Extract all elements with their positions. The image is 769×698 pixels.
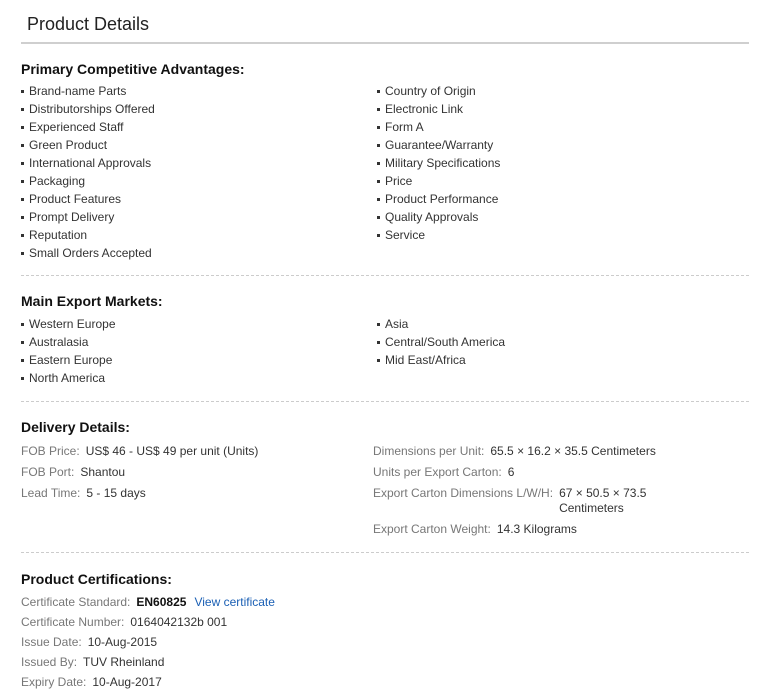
list-item: Brand-name Parts (21, 82, 155, 100)
cert-standard-label: Certificate Standard: (21, 595, 131, 609)
markets-list-left (21, 315, 116, 387)
issue-date-value: 10-Aug-2015 (87, 635, 158, 649)
list-item: Asia (377, 315, 505, 333)
advantages-heading: Primary Competitive Advantages: (21, 61, 245, 77)
list-item: North America (21, 369, 116, 387)
carton-weight-label: Export Carton Weight: (373, 522, 491, 536)
delivery-section (21, 418, 749, 436)
issued-by-value: TUV Rheinland (83, 655, 165, 669)
carton-dims-label: Export Carton Dimensions L/W/H: (373, 486, 554, 500)
page-title: Product Details (27, 14, 150, 34)
cert-number-value: 0164042132b 001 (130, 615, 228, 629)
advantages-list-left (21, 82, 155, 262)
advantages-list-right (377, 82, 500, 244)
list-item: Quality Approvals (377, 208, 500, 226)
list-item: Australasia (21, 333, 116, 351)
list-item: Service (377, 226, 500, 244)
fob-price-label: FOB Price: (21, 444, 80, 458)
lead-time-row (21, 486, 146, 501)
fob-price-value: US$ 46 - US$ 49 per unit (Units) (85, 444, 259, 458)
list-item: Prompt Delivery (21, 208, 155, 226)
cert-standard-row (21, 595, 275, 610)
dimensions-row (373, 444, 656, 459)
list-item: Central/South America (377, 333, 505, 351)
list-item: Western Europe (21, 315, 116, 333)
fob-port-label: FOB Port: (21, 465, 75, 479)
fob-price-row (21, 444, 258, 459)
list-item: Distributorships Offered (21, 100, 155, 118)
expiry-date-label: Expiry Date: (21, 675, 87, 689)
units-carton-row (373, 465, 514, 480)
cert-number-row (21, 615, 227, 630)
certifications-heading: Product Certifications: (21, 571, 172, 587)
list-item: Experienced Staff (21, 118, 155, 136)
list-item: Military Specifications (377, 154, 500, 172)
markets-section (21, 292, 749, 385)
dimensions-label: Dimensions per Unit: (373, 444, 485, 458)
issued-by-label: Issued By: (21, 655, 78, 669)
issue-date-label: Issue Date: (21, 635, 82, 649)
units-carton-label: Units per Export Carton: (373, 465, 502, 479)
list-item: Small Orders Accepted (21, 244, 155, 262)
list-item: Electronic Link (377, 100, 500, 118)
list-item: Reputation (21, 226, 155, 244)
list-item: Product Performance (377, 190, 500, 208)
carton-weight-row (373, 522, 577, 537)
cert-number-label: Certificate Number: (21, 615, 125, 629)
markets-list-right (377, 315, 505, 369)
expiry-date-value: 10-Aug-2017 (92, 675, 162, 689)
list-item: Guarantee/Warranty (377, 136, 500, 154)
section-divider (21, 552, 749, 553)
list-item: Packaging (21, 172, 155, 190)
fob-port-value: Shantou (80, 465, 126, 479)
markets-heading: Main Export Markets: (21, 293, 163, 309)
issued-by-row (21, 655, 164, 670)
list-item: Country of Origin (377, 82, 500, 100)
expiry-date-row (21, 675, 162, 690)
cert-standard-value: EN60825 (136, 595, 187, 609)
delivery-heading: Delivery Details: (21, 419, 130, 435)
lead-time-value: 5 - 15 days (86, 486, 146, 500)
list-item: Eastern Europe (21, 351, 116, 369)
carton-dims-value: 67 × 50.5 × 73.5 Centimeters (559, 486, 647, 515)
carton-dims-row (373, 486, 679, 516)
lead-time-label: Lead Time: (21, 486, 81, 500)
section-divider (21, 401, 749, 402)
title-divider (21, 42, 749, 44)
list-item: Mid East/Africa (377, 351, 505, 369)
certifications-section (21, 570, 749, 588)
section-divider (21, 275, 749, 276)
list-item: International Approvals (21, 154, 155, 172)
issue-date-row (21, 635, 157, 650)
advantages-section (21, 60, 749, 260)
dimensions-value: 65.5 × 16.2 × 35.5 Centimeters (490, 444, 656, 458)
carton-weight-value: 14.3 Kilograms (496, 522, 577, 536)
list-item: Green Product (21, 136, 155, 154)
view-certificate-link[interactable]: View certificate (194, 595, 275, 609)
fob-port-row (21, 465, 125, 480)
list-item: Product Features (21, 190, 155, 208)
units-carton-value: 6 (507, 465, 515, 479)
list-item: Price (377, 172, 500, 190)
list-item: Form A (377, 118, 500, 136)
